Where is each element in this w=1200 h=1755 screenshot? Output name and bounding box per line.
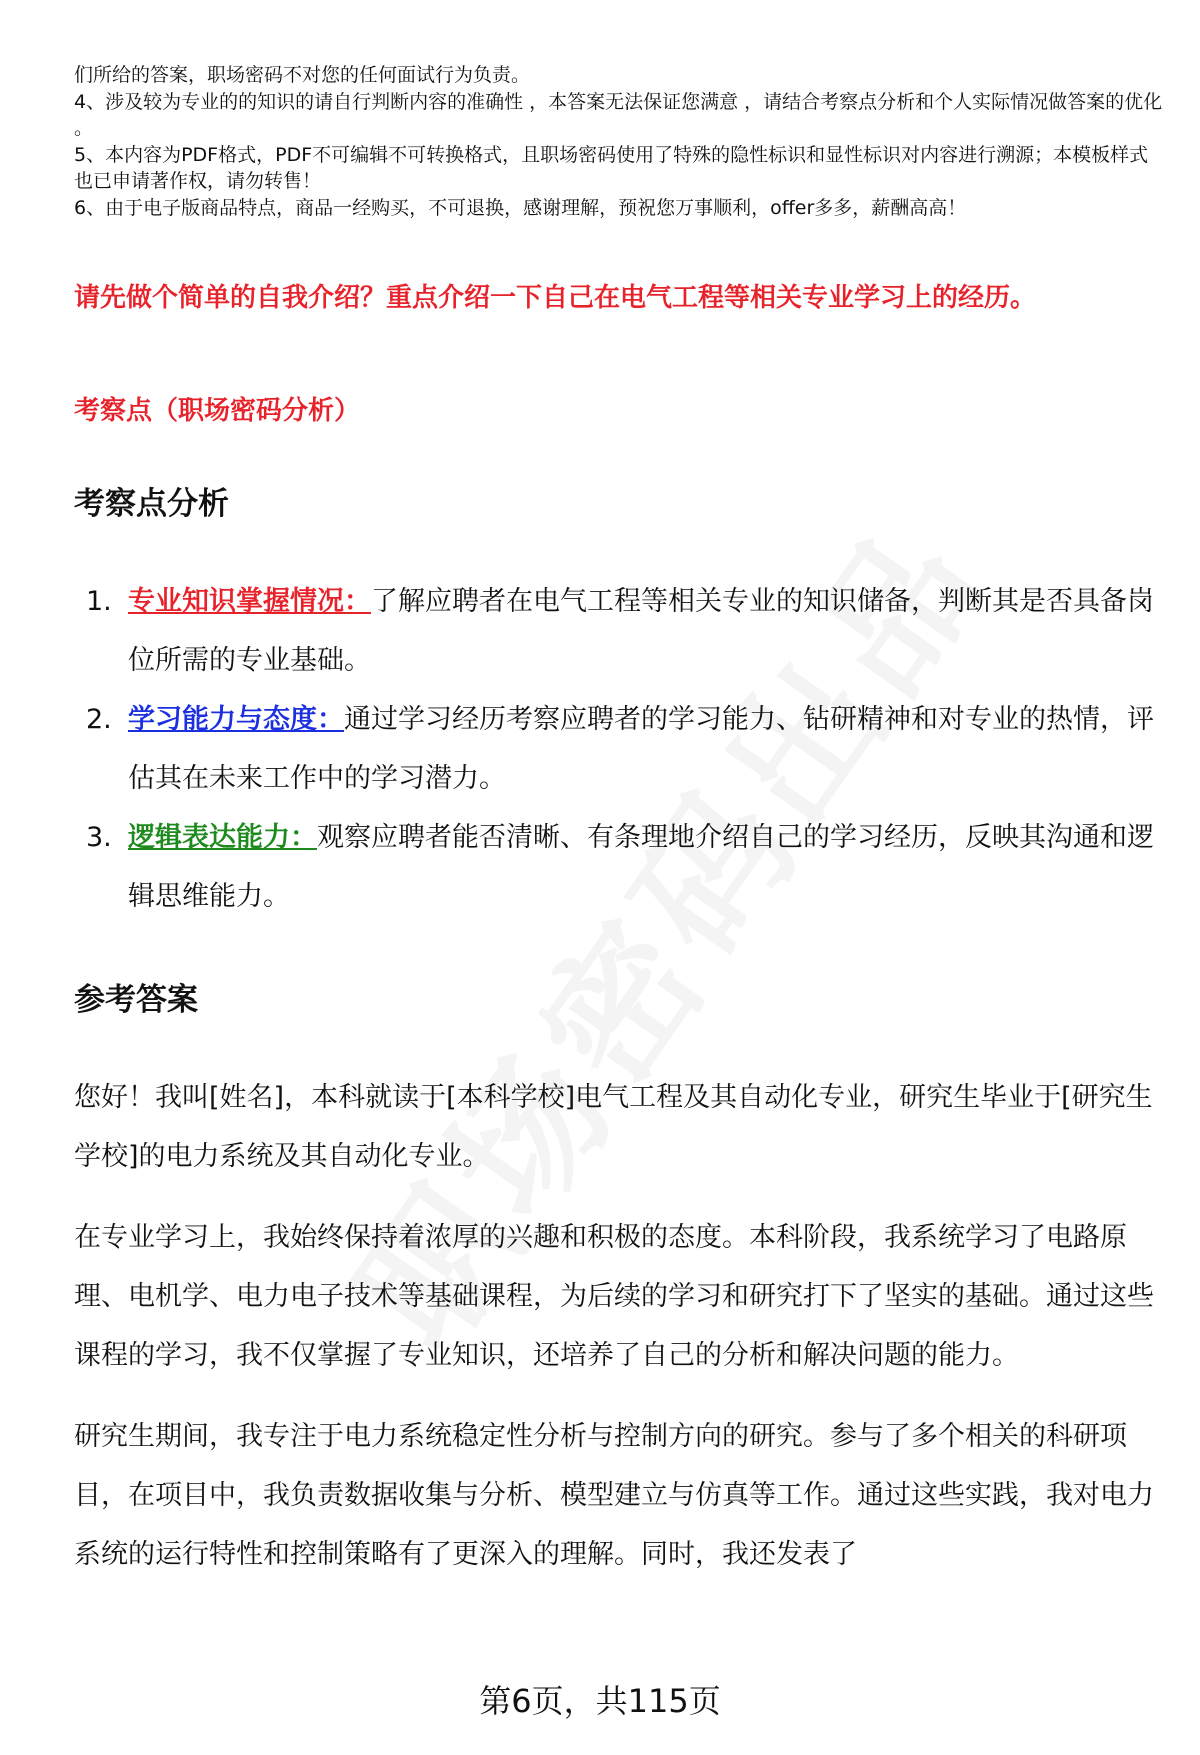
note: 5、本内容为PDF格式，PDF不可编辑不可转换格式，且职场密码使用了特殊的隐性标识和显性标识对内容进行溯源；本模板样式也已申请著作权，请勿转售！ <box>74 143 1149 192</box>
item-label: 学习能力与态度： <box>128 704 344 735</box>
answer-body <box>74 1068 1160 1606</box>
item-number: 3. <box>86 822 112 853</box>
analysis-item <box>74 808 1154 926</box>
item-number: 2. <box>86 704 112 735</box>
item-label: 逻辑表达能力： <box>128 822 317 853</box>
note: 们所给的答案，职场密码不对您的任何面试行为负责。 <box>74 64 531 86</box>
kaochadian-label: 考察点（职场密码分析） <box>74 396 361 426</box>
analysis-item <box>74 690 1154 808</box>
item-number: 1. <box>86 586 112 617</box>
answer-paragraph: 在专业学习上，我始终保持着浓厚的兴趣和积极的态度。本科阶段，我系统学习了电路原理、电机学、电力电子技术等基础课程，为后续的学习和研究打下了坚实的基础。通过这些课程的学习，我不仅掌握了专业知识，还培养了自己的分析和解决问题的能力。 <box>74 1222 1154 1371</box>
disclaimer-notes <box>74 62 1164 221</box>
item-text: 通过学习经历考察应聘者的学习能力、钻研精神和对专业的热情，评估其在未来工作中的学习潜力。 <box>128 704 1154 794</box>
item-text: 了解应聘者在电气工程等相关专业的知识储备，判断其是否具备岗位所需的专业基础。 <box>128 586 1154 676</box>
analysis-item <box>74 572 1154 690</box>
analysis-list <box>74 572 1154 926</box>
note: 6、由于电子版商品特点，商品一经购买，不可退换，感谢理解，预祝您万事顺利，offer多多，薪酬高高！ <box>74 196 967 219</box>
answer-heading: 参考答案 <box>74 982 198 1018</box>
interview-question: 请先做个简单的自我介绍？重点介绍一下自己在电气工程等相关专业学习上的经历。 <box>74 283 1037 313</box>
answer-paragraph: 研究生期间，我专注于电力系统稳定性分析与控制方向的研究。参与了多个相关的科研项目，在项目中，我负责数据收集与分析、模型建立与仿真等工作。通过这些实践，我对电力系统的运行特性和控制策略有了更深入的理解。同时，我还发表了 <box>74 1421 1154 1570</box>
note: 4、涉及较为专业的的知识的请自行判断内容的准确性 ，本答案无法保证您满意 ，请结合考察点分析和个人实际情况做答案的优化 。 <box>74 90 1163 139</box>
analysis-heading: 考察点分析 <box>74 486 229 522</box>
item-label: 专业知识掌握情况： <box>128 586 371 617</box>
item-text: 观察应聘者能否清晰、有条理地介绍自己的学习经历，反映其沟通和逻辑思维能力。 <box>128 822 1154 912</box>
answer-paragraph: 您好！我叫[姓名]，本科就读于[本科学校]电气工程及其自动化专业，研究生毕业于[研究生学校]的电力系统及其自动化专业。 <box>74 1082 1153 1172</box>
page-number: 第6页，共115页 <box>479 1682 721 1720</box>
